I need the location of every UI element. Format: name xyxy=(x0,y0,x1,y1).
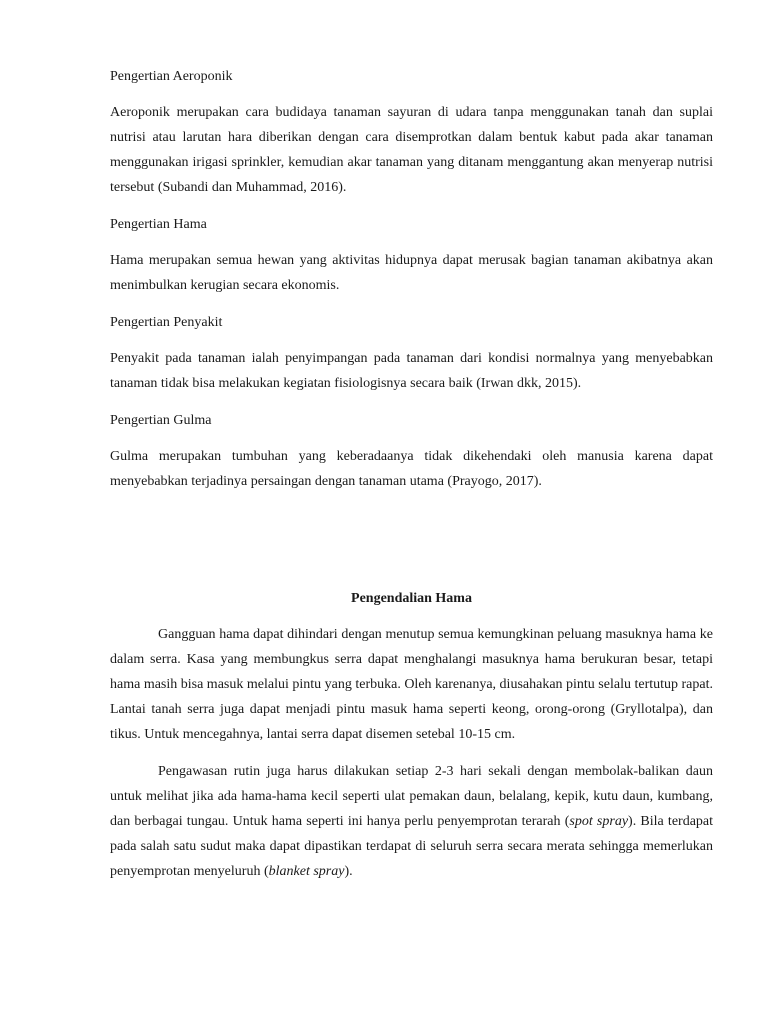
paragraph-text-segment: Pengawasan rutin juga harus dilakukan setiap 2-3 hari sekali dengan membolak-balikan daun untuk melihat jika ada hama-hama kecil seperti ulat pemakan daun, belalang, kepik, kutu daun, kumbang, dan berbagai tungau. Untuk hama seperti ini hanya perlu penyemprotan terarah ( xyxy=(110,764,713,829)
paragraph-pengendalian-1: Gangguan hama dapat dihindari dengan menutup semua kemungkinan peluang masuknya hama ke dalam serra. Kasa yang membungkus serra dapat menghalangi masuknya hama berukuran besar, tetapi hama masih bisa masuk melalui pintu yang terbuka. Oleh karenanya, diusahakan pintu selalu tertutup rapat. Lantai tanah serra juga dapat menjadi pintu masuk hama seperti keong, orong-orong (Gryllotalpa), dan tikus. Untuk mencegahnya, lantai serra dapat disemen setebal 10-15 cm. xyxy=(110,627,713,742)
heading-hama: Pengertian Hama xyxy=(110,217,207,232)
paragraph-gulma: Gulma merupakan tumbuhan yang keberadaanya tidak dikehendaki oleh manusia karena dapat menyebabkan terjadinya persaingan dengan tanaman utama (Prayogo, 2017). xyxy=(110,449,713,489)
italic-term-blanket-spray: blanket spray xyxy=(268,864,345,879)
heading-aeroponik: Pengertian Aeroponik xyxy=(110,69,233,84)
heading-penyakit: Pengertian Penyakit xyxy=(110,315,223,330)
paragraph-aeroponik: Aeroponik merupakan cara budidaya tanaman sayuran di udara tanpa menggunakan tanah dan suplai nutrisi atau larutan hara diberikan dengan cara disemprotkan dalam bentuk kabut pada akar tanaman menggunakan irigasi sprinkler, kemudian akar tanaman yang ditanam menggantung akan menyerap nutrisi tersebut (Subandi dan Muhammad, 2016). xyxy=(110,105,713,195)
paragraph-penyakit: Penyakit pada tanaman ialah penyimpangan pada tanaman dari kondisi normalnya yang menyebabkan tanaman tidak bisa melakukan kegiatan fisiologisnya secara baik (Irwan dkk, 2015). xyxy=(110,351,713,391)
italic-term-spot-spray: spot spray xyxy=(569,814,629,829)
heading-gulma: Pengertian Gulma xyxy=(110,413,212,428)
paragraph-hama: Hama merupakan semua hewan yang aktivitas hidupnya dapat merusak bagian tanaman akibatnya akan menimbulkan kerugian secara ekonomis. xyxy=(110,253,713,293)
paragraph-text-segment: ). Bila terdapat pada salah satu sudut maka dapat dipastikan terdapat di seluruh serra secara merata sehingga memerlukan penyemprotan menyeluruh ( xyxy=(110,814,714,879)
paragraph-pengendalian-2 xyxy=(110,759,713,884)
paragraph-text-segment: ). xyxy=(344,864,353,879)
section-title-pengendalian-hama: Pengendalian Hama xyxy=(351,591,472,606)
